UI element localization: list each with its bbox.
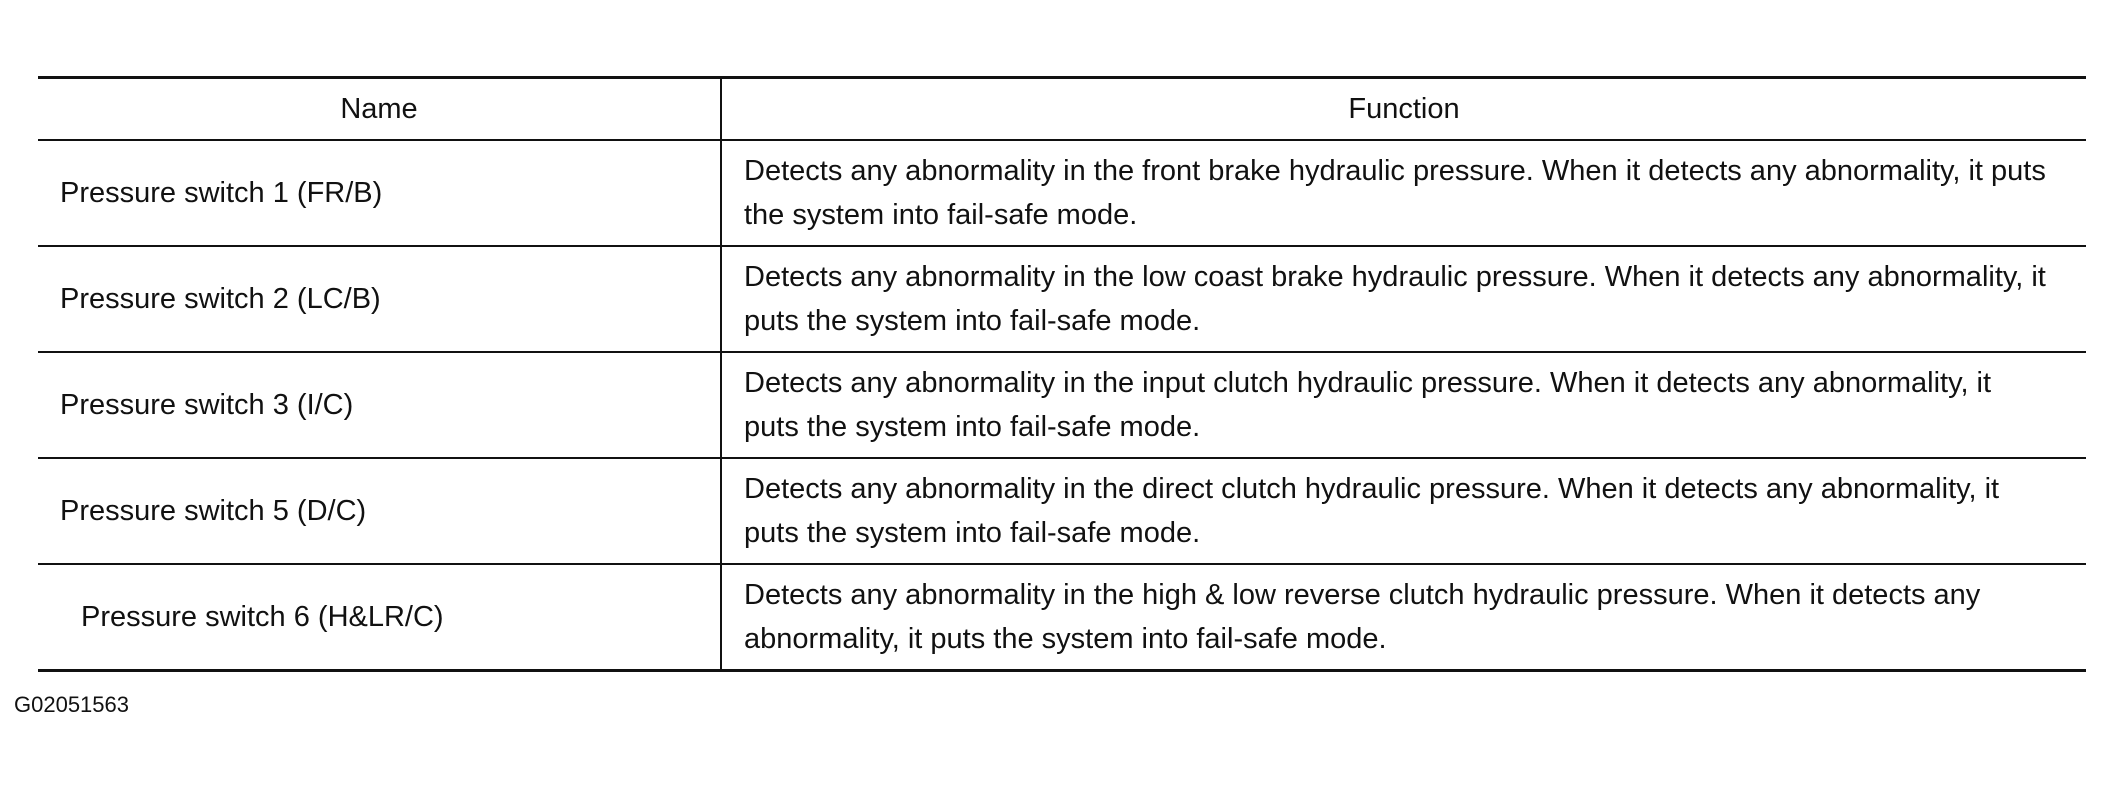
table-row bbox=[38, 564, 2086, 671]
table-row bbox=[38, 140, 2086, 246]
table-header-row bbox=[38, 78, 2086, 141]
cell-function: Detects any abnormality in the front brake hydraulic pressure. When it detects any abnormality, it puts the system into fail-safe mode. bbox=[721, 140, 2086, 246]
table-row bbox=[38, 352, 2086, 458]
pressure-switch-table bbox=[38, 76, 2086, 672]
cell-name: Pressure switch 6 (H&LR/C) bbox=[38, 564, 721, 671]
table-row bbox=[38, 458, 2086, 564]
cell-name: Pressure switch 5 (D/C) bbox=[38, 458, 721, 564]
cell-function: Detects any abnormality in the high & low reverse clutch hydraulic pressure. When it detects any abnormality, it puts the system into fail-safe mode. bbox=[721, 564, 2086, 671]
cell-name: Pressure switch 3 (I/C) bbox=[38, 352, 721, 458]
table-row bbox=[38, 246, 2086, 352]
column-header-name: Name bbox=[38, 78, 721, 141]
cell-function: Detects any abnormality in the input clutch hydraulic pressure. When it detects any abnormality, it puts the system into fail-safe mode. bbox=[721, 352, 2086, 458]
cell-function: Detects any abnormality in the direct clutch hydraulic pressure. When it detects any abnormality, it puts the system into fail-safe mode. bbox=[721, 458, 2086, 564]
cell-name: Pressure switch 1 (FR/B) bbox=[38, 140, 721, 246]
pressure-switch-table-container bbox=[38, 76, 2086, 672]
column-header-function: Function bbox=[721, 78, 2086, 141]
figure-reference-code: G02051563 bbox=[14, 692, 129, 717]
cell-name: Pressure switch 2 (LC/B) bbox=[38, 246, 721, 352]
cell-function: Detects any abnormality in the low coast brake hydraulic pressure. When it detects any abnormality, it puts the system into fail-safe mode. bbox=[721, 246, 2086, 352]
